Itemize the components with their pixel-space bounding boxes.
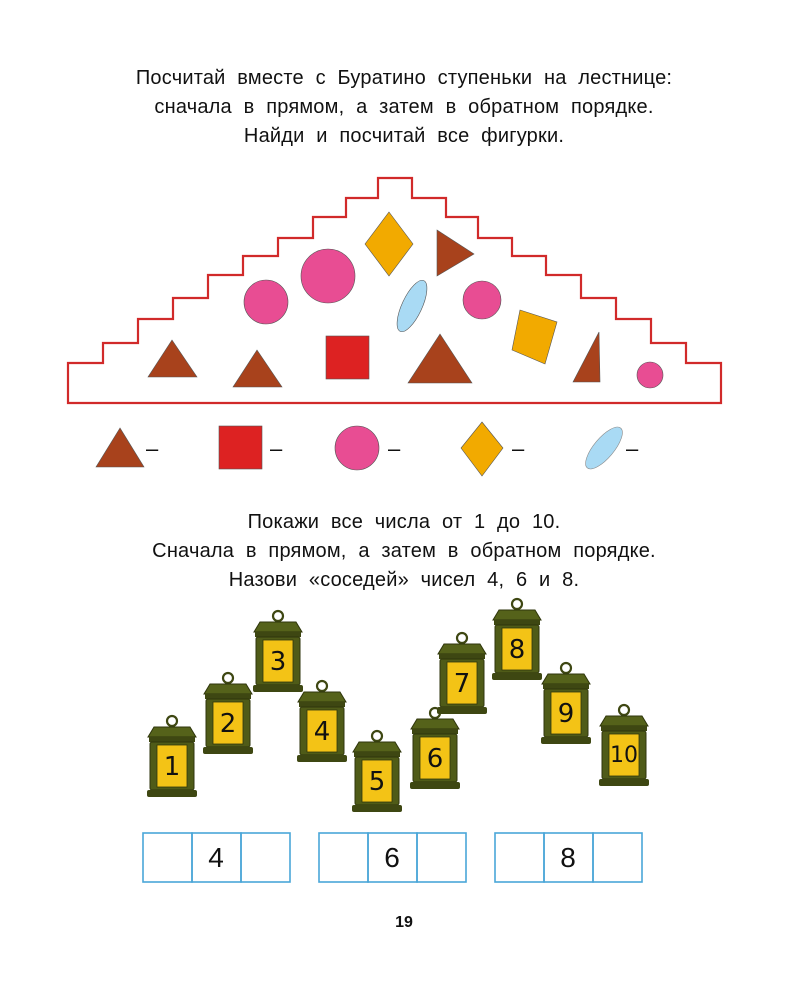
lantern-number: 2 bbox=[219, 709, 237, 739]
answer-cell[interactable] bbox=[417, 833, 466, 882]
circle-shape bbox=[637, 362, 663, 388]
answer-cell[interactable] bbox=[241, 833, 290, 882]
circle-shape bbox=[301, 249, 355, 303]
lantern-number: 8 bbox=[508, 635, 526, 665]
triangle-shape bbox=[408, 334, 472, 383]
legend-diamond-icon bbox=[461, 422, 503, 476]
triangle-shape bbox=[573, 332, 600, 382]
task2-instructions bbox=[0, 508, 808, 595]
shapes-legend bbox=[96, 422, 639, 476]
task2-line-1: Покажи все числа от 1 до 10. bbox=[247, 511, 561, 533]
given-number: 6 bbox=[384, 842, 400, 873]
page-number: 19 bbox=[395, 914, 413, 931]
lantern bbox=[410, 708, 460, 789]
lanterns-group bbox=[147, 599, 649, 812]
lantern-number: 1 bbox=[163, 752, 181, 782]
task2-line-2: Сначала в прямом, а затем в обратном порядке. bbox=[152, 540, 656, 562]
lantern-number: 5 bbox=[368, 767, 386, 797]
lantern bbox=[437, 633, 487, 714]
lantern-number: 3 bbox=[269, 647, 287, 677]
circle-shape bbox=[463, 281, 501, 319]
diamond-shape bbox=[365, 212, 413, 276]
lantern bbox=[599, 705, 649, 786]
answer-cell[interactable] bbox=[143, 833, 192, 882]
triangle-shape bbox=[148, 340, 197, 377]
answer-cell[interactable] bbox=[495, 833, 544, 882]
lantern-number: 7 bbox=[453, 669, 471, 699]
lantern bbox=[147, 716, 197, 797]
given-number: 4 bbox=[208, 842, 224, 873]
staircase-shapes bbox=[148, 212, 663, 388]
task1-line-2: сначала в прямом, а затем в обратном порядке. bbox=[154, 96, 654, 118]
legend-dash: – bbox=[146, 436, 159, 461]
answer-cell[interactable] bbox=[593, 833, 642, 882]
lantern-number: 4 bbox=[313, 717, 331, 747]
lantern bbox=[492, 599, 542, 680]
lantern bbox=[203, 673, 253, 754]
lantern bbox=[297, 681, 347, 762]
lantern bbox=[253, 611, 303, 692]
lantern bbox=[541, 663, 591, 744]
diamond-shape bbox=[512, 310, 557, 364]
task1-line-3: Найди и посчитай все фигурки. bbox=[243, 125, 565, 147]
legend-dash: – bbox=[626, 436, 639, 461]
legend-dash: – bbox=[270, 436, 283, 461]
lantern-number: 10 bbox=[610, 743, 638, 768]
triangle-shape bbox=[437, 230, 474, 276]
legend-dash: – bbox=[388, 436, 401, 461]
lantern-number: 9 bbox=[557, 699, 575, 729]
task2-line-3: Назови «соседей» чисел 4, 6 и 8. bbox=[228, 569, 580, 591]
legend-square-icon bbox=[219, 426, 262, 469]
lantern bbox=[352, 731, 402, 812]
lantern-number: 6 bbox=[426, 744, 444, 774]
legend-triangle-icon bbox=[96, 428, 144, 467]
circle-shape bbox=[244, 280, 288, 324]
given-number: 8 bbox=[560, 842, 576, 873]
legend-circle-icon bbox=[335, 426, 379, 470]
square-shape bbox=[326, 336, 369, 379]
answer-cell[interactable] bbox=[319, 833, 368, 882]
ellipse-shape bbox=[391, 276, 433, 335]
legend-dash: – bbox=[512, 436, 525, 461]
legend-ellipse-icon bbox=[580, 422, 629, 475]
triangle-shape bbox=[233, 350, 282, 387]
task1-line-1: Посчитай вместе с Буратино ступеньки на лестнице: bbox=[135, 67, 673, 89]
